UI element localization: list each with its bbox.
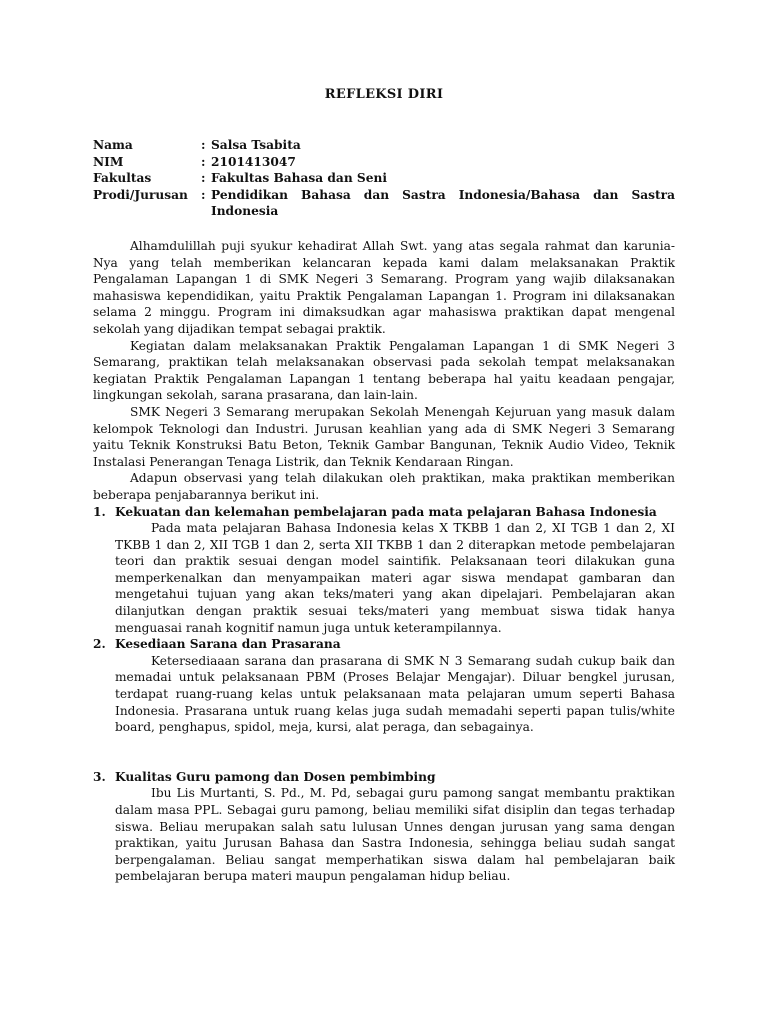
spacer	[93, 736, 675, 769]
info-label: Prodi/Jurusan	[93, 187, 188, 202]
item-heading-text: Kualitas Guru pamong dan Dosen pembimbing	[115, 769, 436, 784]
item-number: 1.	[93, 504, 106, 519]
item-text: Ibu Lis Murtanti, S. Pd., M. Pd, sebagai guru pamong sangat membantu praktikan dalam masa PPL. Sebagai guru pamong, beliau memiliki sifat disiplin dan tegas terhadap siswa. Beliau merupakan salah satu lulusan Unnes dengan jurusan yang sama dengan praktikan, yaitu Jurusan Bahasa dan Sastra Indonesia, sehingga beliau sudah sangat berpengalaman. Beliau sangat memperhatikan siswa dalam hal pembelajaran baik pembelajaran berupa materi maupun pengalaman hidup beliau.	[115, 786, 675, 884]
item-heading	[93, 504, 675, 521]
list-item	[93, 636, 675, 736]
item-body	[93, 520, 675, 636]
item-text: Ketersediaaan sarana dan prasarana di SMK N 3 Semarang sudah cukup baik dan memadai untuk pelaksanaan PBM (Proses Belajar Mengajar). Diluar bengkel jurusan, terdapat ruang-ruang kelas untuk pelaksanaan mata pelajaran umum seperti Bahasa Indonesia. Prasarana untuk ruang kelas juga sudah memadahi seperti papan tulis/white board, penghapus, spidol, meja, kursi, alat peraga, dan sebagainya.	[115, 653, 675, 735]
info-label: NIM	[93, 154, 124, 169]
info-value: 2101413047	[211, 154, 296, 169]
document-title: REFLEKSI DIRI	[324, 87, 444, 102]
info-label: Nama	[93, 138, 133, 152]
item-number: 2.	[93, 637, 106, 652]
paragraph-intro: Alhamdulillah puji syukur kehadirat Allah Swt. yang atas segala rahmat dan karunia-Nya yang telah memberikan kelancaran kepada kami dalam melaksanakan Praktik Pengalaman Lapangan 1 di SMK Negeri 3 Semarang. Program yang wajib dilaksanakan mahasiswa kependidikan, yaitu Praktik Pengalaman Lapangan 1. Program ini dilaksanakan selama 2 minggu. Program ini dimaksudkan agar mahasiswa praktikan dapat mengenal sekolah yang dijadikan tempat sebagai praktik.	[93, 239, 675, 336]
info-row-program	[93, 187, 675, 220]
item-body	[93, 653, 675, 736]
item-text: Pada mata pelajaran Bahasa Indonesia kelas X TKBB 1 dan 2, XI TGB 1 dan 2, XI TKBB 1 dan 2, XII TGB 1 dan 2, serta XII TKBB 1 dan 2 diterapkan metode pembelajaran teori dan praktik sesuai dengan model saintifik. Pelaksanaan teori dilakukan guna memperkenalkan dan menyampaikan materi agar siswa mendapat gambaran dan mengetahui tujuan yang akan teks/materi yang akan dipelajari. Pembelajaran akan dilanjutkan dengan praktik sesuai teks/materi yang membuat siswa tidak hanya menguasai ranah kognitif namun juga untuk keterampilannya.	[115, 521, 675, 635]
paragraph-activities: Kegiatan dalam melaksanakan Praktik Pengalaman Lapangan 1 di SMK Negeri 3 Semarang, praktikan telah melaksanakan observasi pada sekolah tempat melaksanakan kegiatan Praktik Pengalaman Lapangan 1 tentang beberapa hal yaitu keadaan pengajar, lingkungan sekolah, sarana prasarana, dan lain-lain.	[93, 338, 675, 403]
document-body	[93, 238, 675, 885]
item-number: 3.	[93, 769, 106, 784]
info-colon: :	[201, 138, 206, 152]
info-label: Fakultas	[93, 171, 152, 186]
info-value: Salsa Tsabita	[211, 138, 301, 152]
info-colon: :	[201, 171, 206, 186]
item-heading-text: Kesediaan Sarana dan Prasarana	[115, 637, 341, 652]
info-colon: :	[201, 154, 206, 169]
paragraph-school: SMK Negeri 3 Semarang merupakan Sekolah Menengah Kejuruan yang masuk dalam kelompok Teknologi dan Industri. Jurusan keahlian yang ada di SMK Negeri 3 Semarang yaitu Teknik Konstruksi Batu Beton, Teknik Gambar Bangunan, Teknik Audio Video, Teknik Instalasi Penerangan Tenaga Listrik, dan Teknik Kendaraan Ringan.	[93, 404, 675, 469]
list-item	[93, 769, 675, 885]
item-heading	[93, 636, 675, 653]
info-value: Fakultas Bahasa dan Seni	[211, 171, 387, 186]
list-item	[93, 504, 675, 637]
item-body	[93, 785, 675, 885]
info-value: Pendidikan Bahasa dan Sastra Indonesia/Bahasa dan Sastra Indonesia	[211, 187, 675, 219]
info-colon: :	[201, 187, 206, 202]
identity-block	[93, 137, 675, 220]
paragraph-observation: Adapun observasi yang telah dilakukan oleh praktikan, maka praktikan memberikan beberapa penjabarannya berikut ini.	[93, 471, 675, 502]
item-heading	[93, 769, 675, 786]
info-row-faculty	[93, 170, 675, 187]
info-row-name	[93, 137, 675, 154]
item-heading-text: Kekuatan dan kelemahan pembelajaran pada mata pelajaran Bahasa Indonesia	[115, 504, 657, 519]
info-row-nim	[93, 154, 675, 171]
